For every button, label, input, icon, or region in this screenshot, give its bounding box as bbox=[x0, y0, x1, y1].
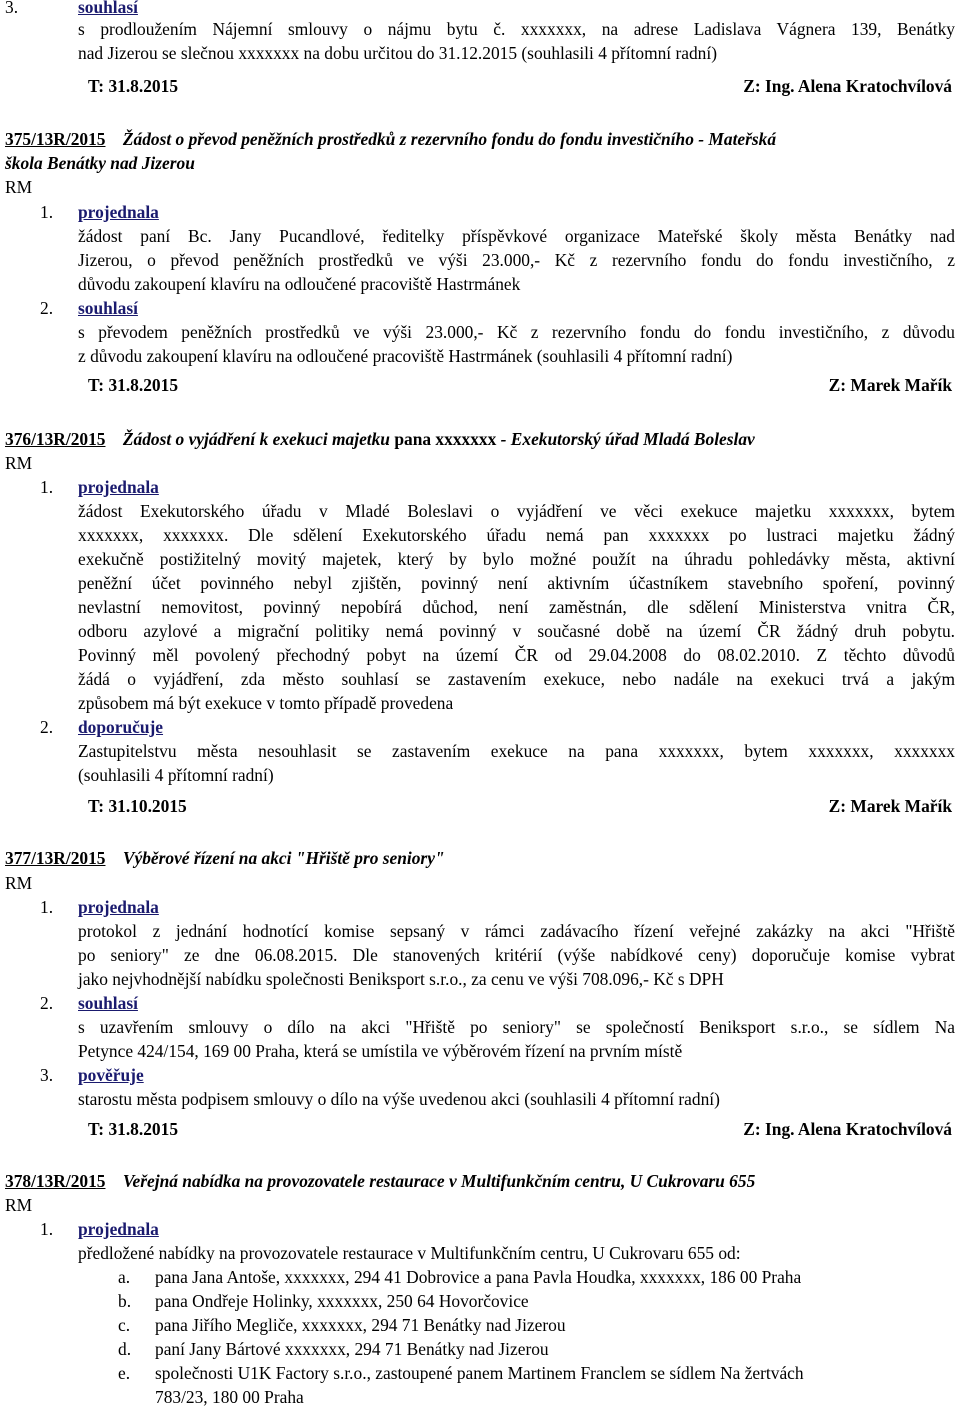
item-number: 3. bbox=[40, 1065, 54, 1085]
deadline: T: 31.8.2015 bbox=[88, 375, 179, 395]
text-line: odboru azylové a migrační politiky nemá povinný v současné době na území ČR žádný druh pobytu. bbox=[78, 621, 955, 641]
resolution-heading bbox=[5, 128, 776, 150]
offer-text: pana Jana Antoše, xxxxxxx, 294 41 Dobrovice a pana Pavla Houdka, xxxxxxx, 186 00 Praha bbox=[155, 1267, 802, 1287]
resolution-verb: projednala bbox=[78, 897, 159, 917]
responsible-person: Z: Ing. Alena Kratochvílová bbox=[743, 1119, 952, 1139]
offer-text: pana Jiřího Megliče, xxxxxxx, 294 71 Benátky nad Jizerou bbox=[155, 1315, 566, 1335]
resolution-verb: pověřuje bbox=[78, 1065, 144, 1085]
text-line: exekučně postižitelný movitý majetek, který by bylo možné použít na úhradu pohledávky města, aktivní bbox=[78, 549, 955, 569]
resolution-title-cont: škola Benátky nad Jizerou bbox=[5, 153, 195, 173]
resolution-code: 375/13R/2015 bbox=[5, 129, 106, 149]
text-line: žádost Exekutorského úřadu v Mladé Boleslavi o vyjádření ve věci exekuce majetku xxxxxxx, bytem bbox=[78, 501, 955, 521]
text-line: Jizerou, o převod peněžních prostředků ve výši 23.000,- Kč z rezervního fondu do fondu investičního, z bbox=[78, 250, 955, 270]
offer-letter: d. bbox=[118, 1339, 132, 1359]
text-line: nad Jizerou se slečnou xxxxxxx na dobu určitou do 31.12.2015 (souhlasili 4 přítomní radní) bbox=[78, 43, 718, 63]
resolution-verb: projednala bbox=[78, 1219, 159, 1239]
rm-label: RM bbox=[5, 1195, 33, 1215]
text-line: s prodloužením Nájemní smlouvy o nájmu bytu č. xxxxxxx, na adrese Ladislava Vágnera 139, Benátky bbox=[78, 19, 955, 39]
resolution-title: Žádost o převod peněžních prostředků z rezervního fondu do fondu investičního - Mateřská bbox=[122, 129, 777, 149]
item-number: 1. bbox=[40, 202, 54, 222]
item-number: 2. bbox=[40, 717, 54, 737]
item-number: 2. bbox=[40, 993, 54, 1013]
resolution-verb: souhlasí bbox=[78, 298, 138, 318]
resolution-verb: souhlasí bbox=[78, 993, 138, 1013]
resolution-title: Veřejná nabídka na provozovatele restaurace v Multifunkčním centru, U Cukrovaru 655 bbox=[122, 1171, 756, 1191]
resolution-heading bbox=[5, 847, 445, 869]
text-line: Zastupitelstvu města nesouhlasit se zastavením exekuce na pana xxxxxxx, bytem xxxxxxx, xxxxxxx bbox=[78, 741, 955, 761]
text-line: žádá o vyjádření, zda město souhlasí se zastavením exekuce, nebo nadále na exekuci trvá a jakým bbox=[78, 669, 955, 689]
rm-label: RM bbox=[5, 873, 33, 893]
offer-letter: a. bbox=[118, 1267, 131, 1287]
text-line: s uzavřením smlouvy o dílo na akci "Hřiště po seniory" se společností Beniksport s.r.o., se sídlem Na bbox=[78, 1017, 955, 1037]
resolution-title: Žádost o vyjádření k exekuci majetku bbox=[122, 429, 390, 449]
item-number: 1. bbox=[40, 1219, 54, 1239]
resolution-verb: doporučuje bbox=[78, 717, 164, 737]
text-line: protokol z jednání hodnotící komise sepsaný v rámci zadávacího řízení veřejné zakázky na akci "Hřiště bbox=[78, 921, 955, 941]
text-line: důvodu zakoupení klavíru na odloučené pracoviště Hastrmánek bbox=[78, 274, 521, 294]
text-line: žádost paní Bc. Jany Pucandlové, ředitelky příspěvkové organizace Mateřské školy města Benátky nad bbox=[78, 226, 955, 246]
resolution-heading bbox=[5, 1170, 755, 1192]
text-line: starostu města podpisem smlouvy o dílo na výše uvedenou akci (souhlasili 4 přítomní radní) bbox=[78, 1089, 720, 1109]
text-line: způsobem má být exekuce v tomto případě provedena bbox=[78, 693, 454, 713]
responsible-person: Z: Marek Mařík bbox=[828, 375, 952, 395]
resolution-verb: souhlasí bbox=[78, 0, 138, 17]
offer-letter: e. bbox=[118, 1363, 131, 1383]
deadline: T: 31.8.2015 bbox=[88, 1119, 179, 1139]
text-line: jako nejvhodnější nabídku společnosti Beniksport s.r.o., za cenu ve výši 708.096,- Kč s DPH bbox=[78, 969, 724, 989]
item-number: 3. bbox=[5, 0, 19, 17]
resolution-heading bbox=[5, 428, 755, 450]
offer-letter: c. bbox=[118, 1315, 131, 1335]
resolution-code: 376/13R/2015 bbox=[5, 429, 106, 449]
text-line: nevlastní nemovitost, povinný nepobírá důchod, není zaměstnán, dle sdělení Ministerstva vnitra ČR, bbox=[78, 597, 955, 617]
resolution-verb: projednala bbox=[78, 202, 159, 222]
responsible-person: Z: Ing. Alena Kratochvílová bbox=[743, 76, 952, 96]
text-line: předložené nabídky na provozovatele restaurace v Multifunkčním centru, U Cukrovaru 655 od: bbox=[78, 1243, 741, 1263]
text-line: (souhlasili 4 přítomní radní) bbox=[78, 765, 274, 785]
offer-text-cont: 783/23, 180 00 Praha bbox=[155, 1387, 304, 1407]
deadline: T: 31.8.2015 bbox=[88, 76, 179, 96]
text-line: z důvodu zakoupení klavíru na odloučené pracoviště Hastrmánek (souhlasili 4 přítomní radní) bbox=[78, 346, 733, 366]
offer-text: společnosti U1K Factory s.r.o., zastoupené panem Martinem Franclem se sídlem Na žertvách bbox=[155, 1363, 804, 1383]
rm-label: RM bbox=[5, 453, 33, 473]
responsible-person: Z: Marek Mařík bbox=[828, 796, 952, 816]
deadline: T: 31.10.2015 bbox=[88, 796, 187, 816]
text-line: Povinný měl povolený přechodný pobyt na území ČR od 29.04.2008 do 08.02.2010. Z těchto důvodů bbox=[78, 645, 955, 665]
resolution-code: 377/13R/2015 bbox=[5, 848, 106, 868]
resolution-title: Výběrové řízení na akci "Hřiště pro seniory" bbox=[122, 848, 445, 868]
item-number: 1. bbox=[40, 897, 54, 917]
resolution-verb: projednala bbox=[78, 477, 159, 497]
text-line: Petynce 424/154, 169 00 Praha, která se umístila ve výběrovém řízení na prvním místě bbox=[78, 1041, 683, 1061]
text-line: po seniory" ze dne 06.08.2015. Dle stanovených kritérií (výše nabídkové ceny) doporučuje komise vybrat bbox=[78, 945, 955, 965]
item-number: 1. bbox=[40, 477, 54, 497]
resolution-code: 378/13R/2015 bbox=[5, 1171, 106, 1191]
offer-text: paní Jany Bártové xxxxxxx, 294 71 Benátky nad Jizerou bbox=[155, 1339, 549, 1359]
resolution-title-end: - Exekutorský úřad Mladá Boleslav bbox=[500, 429, 755, 449]
offer-text: pana Ondřeje Holinky, xxxxxxx, 250 64 Hovorčovice bbox=[155, 1291, 529, 1311]
text-line: peněžní účet povinného nebyl zjištěn, povinný není aktivním účastníkem stavebního spoření, povinný bbox=[78, 573, 955, 593]
offer-letter: b. bbox=[118, 1291, 132, 1311]
text-line: xxxxxxx, xxxxxxx. Dle sdělení Exekutorského úřadu nemá pan xxxxxxx po lustraci majetku žádný bbox=[78, 525, 955, 545]
text-line: s převodem peněžních prostředků ve výši 23.000,- Kč z rezervního fondu do fondu investičního, z důvodu bbox=[78, 322, 955, 342]
resolution-title-subject: pana xxxxxxx bbox=[394, 429, 497, 449]
rm-label: RM bbox=[5, 177, 33, 197]
item-number: 2. bbox=[40, 298, 54, 318]
